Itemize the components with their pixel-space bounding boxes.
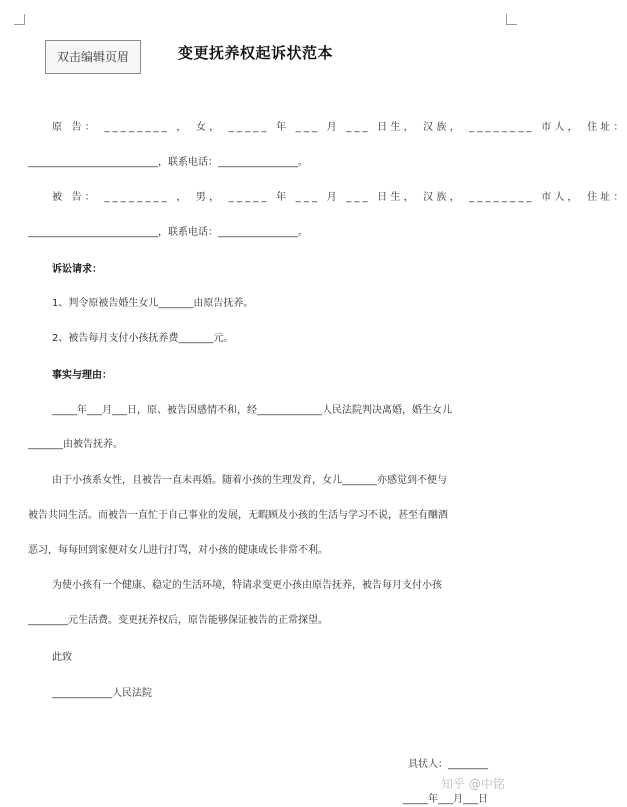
page-corner-mark-top-left [14, 14, 25, 25]
facts-paragraph-2-line-3: 恶习，每每回到家便对女儿进行打骂，对小孩的健康成长非常不利。 [28, 545, 328, 556]
court-name: ____________人民法院 [52, 688, 152, 699]
facts-heading: 事实与理由： [52, 370, 112, 381]
edit-header-button[interactable]: 双击编辑页眉 [45, 40, 141, 74]
plaintiff-line-1: 原 告： ________ ， 女， _____ 年 ___ 月 ___ 日生， 汉族， ________ 市人， 住址： [52, 122, 627, 133]
facts-paragraph-2-line-2: 被告共同生活。而被告一直忙于自己事业的发展，无暇顾及小孩的生活与学习不说，甚至有酗酒 [28, 510, 448, 521]
facts-paragraph-1-line-1: _____年___月___日，原、被告因感情不和，经_____________人民法院判决离婚，婚生女儿 [52, 405, 452, 416]
defendant-line-2: __________________________，联系电话：________________。 [28, 227, 308, 238]
facts-paragraph-3-line-1: 为使小孩有一个健康、稳定的生活环境，特请求变更小孩由原告抚养，被告每月支付小孩 [52, 580, 442, 591]
document-title: 变更抚养权起诉状范本 [178, 44, 334, 62]
date-line: _____年___月___日 [403, 794, 488, 805]
facts-paragraph-2-line-1: 由于小孩系女性，且被告一直未再婚。随着小孩的生理发育，女儿_______亦感觉到不便与 [52, 475, 447, 486]
watermark-text: 知乎 @中铭 [441, 777, 505, 791]
closing-salutation: 此致 [52, 652, 72, 663]
page-corner-mark-top-right [506, 14, 517, 25]
defendant-line-1: 被 告： ________ ， 男， _____ 年 ___ 月 ___ 日生， 汉族， ________ 市人， 住址： [52, 192, 627, 203]
facts-paragraph-1-line-2: _______由被告抚养。 [28, 439, 123, 450]
claim-item-2: 2、被告每月支付小孩抚养费_______元。 [52, 333, 234, 344]
claim-item-1: 1、判令原被告婚生女儿_______由原告抚养。 [52, 298, 254, 309]
signer-line: 具状人：________ [408, 759, 488, 770]
plaintiff-line-2: __________________________，联系电话：________________。 [28, 157, 308, 168]
facts-paragraph-3-line-2: ________元生活费。变更抚养权后，原告能够保证被告的正常探望。 [28, 615, 328, 626]
claims-heading: 诉讼请求： [52, 264, 102, 275]
